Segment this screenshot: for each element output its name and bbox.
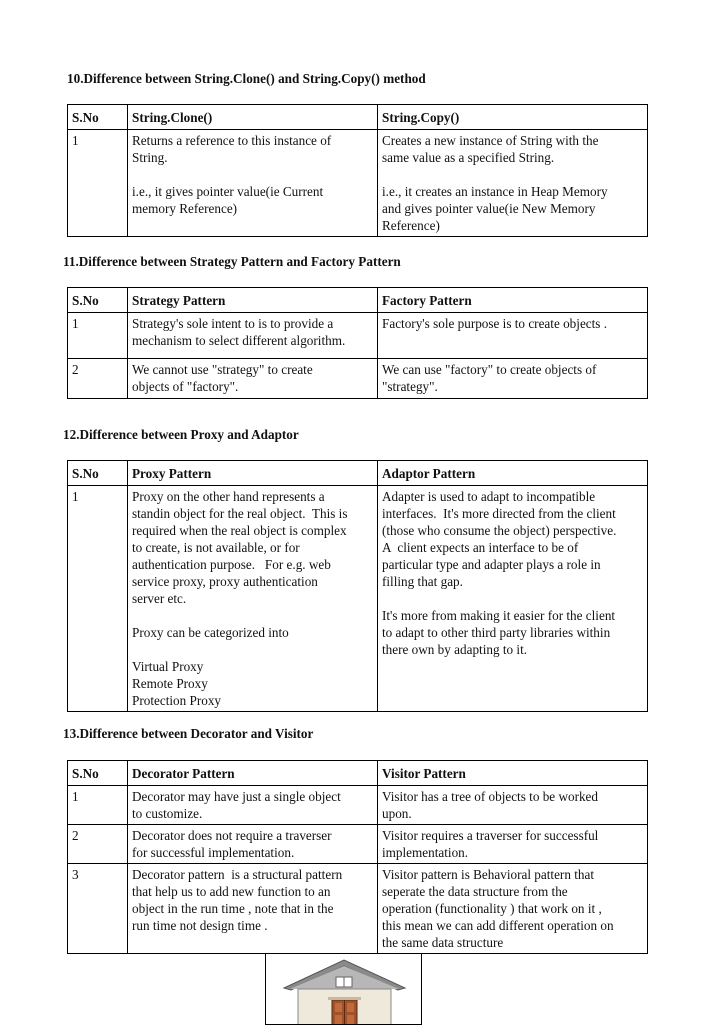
column-header-sno: S.No xyxy=(68,288,128,313)
table-row xyxy=(68,359,648,399)
right-cell xyxy=(378,359,648,399)
cell-text-line: seperate the data structure from the xyxy=(382,884,568,899)
left-cell xyxy=(128,130,378,237)
column-header-left: String.Clone() xyxy=(128,105,378,130)
right-cell xyxy=(378,786,648,825)
row-number: 1 xyxy=(68,786,128,825)
column-header-sno: S.No xyxy=(68,461,128,486)
row-number: 2 xyxy=(68,825,128,864)
column-header-right: String.Copy() xyxy=(378,105,648,130)
table-strategy-vs-factory xyxy=(67,287,648,399)
left-cell xyxy=(128,864,378,954)
cell-paragraph xyxy=(132,624,374,641)
right-cell xyxy=(378,486,648,712)
cell-text-line: (those who consume the object) perspective. xyxy=(382,523,617,538)
left-cell xyxy=(128,825,378,864)
cell-paragraph xyxy=(382,183,644,234)
cell-paragraph xyxy=(132,361,374,395)
cell-paragraph xyxy=(382,827,644,861)
cell-text-line: We can use "factory" to create objects of xyxy=(382,362,597,377)
cell-text-line: mechanism to select different algorithm. xyxy=(132,333,346,348)
cell-paragraph xyxy=(382,132,644,166)
table-row xyxy=(68,864,648,954)
cell-text-line: memory Reference) xyxy=(132,201,238,216)
row-number: 1 xyxy=(68,486,128,712)
cell-paragraph xyxy=(132,788,374,822)
cell-text-line: Factory's sole purpose is to create objects . xyxy=(382,316,608,331)
left-cell xyxy=(128,786,378,825)
house-icon xyxy=(265,953,422,1025)
row-number: 1 xyxy=(68,313,128,359)
cell-text-line: Returns a reference to this instance of xyxy=(132,133,332,148)
table-decorator-vs-visitor xyxy=(67,760,648,954)
cell-text-line: i.e., it gives pointer value(ie Current xyxy=(132,184,324,199)
cell-text-line: interfaces. It's more directed from the client xyxy=(382,506,616,521)
right-cell xyxy=(378,313,648,359)
cell-text-line: Remote Proxy xyxy=(132,676,208,691)
column-header-left: Proxy Pattern xyxy=(128,461,378,486)
cell-text-line: implementation. xyxy=(382,845,469,860)
cell-text-line: Decorator may have just a single object xyxy=(132,789,341,804)
cell-paragraph xyxy=(132,132,374,166)
row-number: 2 xyxy=(68,359,128,399)
column-header-left: Decorator Pattern xyxy=(128,761,378,786)
cell-paragraph xyxy=(382,607,644,658)
cell-text-line: Decorator does not require a traverser xyxy=(132,828,332,843)
cell-text-line: for successful implementation. xyxy=(132,845,295,860)
left-cell xyxy=(128,486,378,712)
cell-paragraph xyxy=(132,658,374,709)
right-cell xyxy=(378,864,648,954)
cell-text-line: Virtual Proxy xyxy=(132,659,204,674)
cell-text-line: standin object for the real object. This is xyxy=(132,506,348,521)
column-header-left: Strategy Pattern xyxy=(128,288,378,313)
cell-text-line: particular type and adapter plays a role in xyxy=(382,557,601,572)
cell-text-line: Visitor pattern is Behavioral pattern that xyxy=(382,867,594,882)
cell-paragraph xyxy=(382,315,644,332)
cell-text-line: Creates a new instance of String with the xyxy=(382,133,599,148)
cell-text-line: object in the run time , note that in the xyxy=(132,901,334,916)
cell-text-line: run time not design time . xyxy=(132,918,268,933)
cell-text-line: Adapter is used to adapt to incompatible xyxy=(382,489,596,504)
cell-text-line: the same data structure xyxy=(382,935,504,950)
table-header-row xyxy=(68,461,648,486)
cell-paragraph xyxy=(132,315,374,349)
cell-text-line: Reference) xyxy=(382,218,440,233)
table-row xyxy=(68,786,648,825)
left-cell xyxy=(128,359,378,399)
cell-text-line: A client expects an interface to be of xyxy=(382,540,579,555)
cell-text-line: We cannot use "strategy" to create xyxy=(132,362,313,377)
cell-paragraph xyxy=(132,827,374,861)
column-header-sno: S.No xyxy=(68,761,128,786)
row-number: 1 xyxy=(68,130,128,237)
row-number: 3 xyxy=(68,864,128,954)
cell-text-line: Visitor has a tree of objects to be worked xyxy=(382,789,599,804)
table-clone-vs-copy xyxy=(67,104,648,237)
cell-text-line: upon. xyxy=(382,806,412,821)
cell-text-line: Protection Proxy xyxy=(132,693,222,708)
cell-text-line: objects of "factory". xyxy=(132,379,239,394)
cell-text-line: Proxy on the other hand represents a xyxy=(132,489,325,504)
cell-text-line: filling that gap. xyxy=(382,574,463,589)
section-12-heading: 12.Difference between Proxy and Adaptor xyxy=(63,427,299,442)
section-11-heading: 11.Difference between Strategy Pattern and Factory Pattern xyxy=(63,254,401,269)
section-10-heading: 10.Difference between String.Clone() and String.Copy() method xyxy=(67,71,426,86)
table-header-row xyxy=(68,761,648,786)
table-header-row xyxy=(68,288,648,313)
cell-text-line: Strategy's sole intent to is to provide a xyxy=(132,316,334,331)
cell-text-line: It's more from making it easier for the client xyxy=(382,608,616,623)
cell-text-line: Proxy can be categorized into xyxy=(132,625,289,640)
table-row xyxy=(68,486,648,712)
cell-text-line: String. xyxy=(132,150,168,165)
cell-text-line: server etc. xyxy=(132,591,187,606)
cell-text-line: same value as a specified String. xyxy=(382,150,555,165)
cell-text-line: and gives pointer value(ie New Memory xyxy=(382,201,596,216)
cell-text-line: this mean we can add different operation on xyxy=(382,918,614,933)
cell-text-line: there own by adapting to it. xyxy=(382,642,528,657)
cell-text-line: that help us to add new function to an xyxy=(132,884,331,899)
cell-text-line: "strategy". xyxy=(382,379,438,394)
left-cell xyxy=(128,313,378,359)
cell-text-line: to adapt to other third party libraries within xyxy=(382,625,611,640)
cell-text-line: service proxy, proxy authentication xyxy=(132,574,318,589)
cell-paragraph xyxy=(132,183,374,217)
cell-paragraph xyxy=(382,866,644,951)
table-header-row xyxy=(68,105,648,130)
cell-text-line: i.e., it creates an instance in Heap Memory xyxy=(382,184,608,199)
cell-paragraph xyxy=(382,361,644,395)
table-proxy-vs-adaptor xyxy=(67,460,648,712)
column-header-sno: S.No xyxy=(68,105,128,130)
right-cell xyxy=(378,825,648,864)
table-row xyxy=(68,825,648,864)
cell-paragraph xyxy=(132,488,374,607)
cell-paragraph xyxy=(382,788,644,822)
column-header-right: Factory Pattern xyxy=(378,288,648,313)
cell-text-line: to customize. xyxy=(132,806,203,821)
cell-text-line: Decorator pattern is a structural pattern xyxy=(132,867,343,882)
right-cell xyxy=(378,130,648,237)
cell-paragraph xyxy=(382,488,644,590)
section-13-heading: 13.Difference between Decorator and Visitor xyxy=(63,726,314,741)
cell-text-line: required when the real object is complex xyxy=(132,523,347,538)
cell-paragraph xyxy=(132,866,374,934)
cell-text-line: Visitor requires a traverser for successful xyxy=(382,828,599,843)
table-row xyxy=(68,130,648,237)
column-header-right: Visitor Pattern xyxy=(378,761,648,786)
cell-text-line: operation (functionality ) that work on it , xyxy=(382,901,602,916)
cell-text-line: to create, is not available, or for xyxy=(132,540,300,555)
table-row xyxy=(68,313,648,359)
cell-text-line: authentication purpose. For e.g. web xyxy=(132,557,331,572)
column-header-right: Adaptor Pattern xyxy=(378,461,648,486)
